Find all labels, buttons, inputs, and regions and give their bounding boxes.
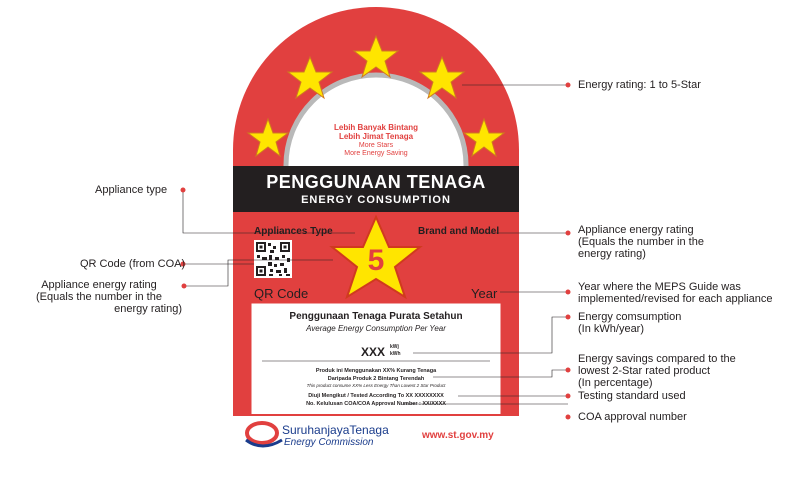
callout-line: Appliance energy rating bbox=[578, 224, 694, 236]
arch-malay-line-1: Lebih Banyak Bintang bbox=[333, 123, 418, 132]
saving-line-3: This product consume XX% Less Energy Than Lowest 2 Star Product bbox=[306, 383, 446, 388]
callout-line: Year where the MEPS Guide was bbox=[578, 281, 741, 293]
tested-standard: Diuji Mengikut / Tested According To XX XXXXXXXX bbox=[308, 393, 444, 399]
coa-approval: No. Kelulusan COA/COA Approval Number : XX/XXXX bbox=[306, 401, 446, 407]
callout-line: Appliance energy rating bbox=[41, 279, 157, 291]
callout-appliance-energy-rating-right bbox=[578, 224, 704, 260]
callout-line: Energy savings compared to the bbox=[578, 353, 736, 365]
arch-english-line-1: More Stars bbox=[358, 142, 394, 149]
website-link[interactable]: www.st.gov.my bbox=[422, 430, 494, 441]
saving-line-1: Produk ini Menggunakan XX% Kurang Tenaga bbox=[315, 368, 437, 374]
brand-model-label: Brand and Model bbox=[418, 226, 500, 237]
consumption-value: XXX bbox=[361, 345, 386, 359]
callout-appliance-energy-rating-left bbox=[16, 279, 182, 315]
callout-line: (Equals the number in the bbox=[578, 236, 704, 248]
panel-title: Penggunaan Tenaga Purata Setahun bbox=[289, 311, 463, 322]
callout-testing-standard: Testing standard used bbox=[578, 390, 686, 402]
arch-english-line-2: More Energy Saving bbox=[344, 150, 408, 157]
panel-subtitle: Average Energy Consumption Per Year bbox=[306, 324, 446, 333]
callout-coa-number: COA approval number bbox=[578, 411, 687, 423]
callout-energy-consumption bbox=[578, 311, 681, 335]
saving-line-2: Daripada Produk 2 Bintang Terendah bbox=[327, 376, 425, 382]
qr-code-icon bbox=[254, 240, 292, 278]
callout-line: Energy comsumption bbox=[578, 311, 682, 323]
org-name-malay: SuruhanjayaTenaga bbox=[282, 423, 389, 437]
star-rating-number: 5 bbox=[367, 244, 385, 277]
band-subtitle: ENERGY CONSUMPTION bbox=[301, 194, 451, 206]
qr-code-label: QR Code bbox=[254, 286, 309, 301]
appliance-type-label: Appliances Type bbox=[254, 226, 333, 237]
footer-divider bbox=[233, 414, 519, 416]
callout-line: (In kWh/year) bbox=[578, 323, 645, 335]
org-name-english: Energy Commission bbox=[284, 437, 374, 448]
arch-malay-line-2: Lebih Jimat Tenaga bbox=[338, 132, 414, 141]
callout-energy-rating: Energy rating: 1 to 5-Star bbox=[578, 79, 701, 91]
callout-energy-savings bbox=[578, 353, 736, 389]
year-label: Year bbox=[471, 286, 498, 301]
callout-line: energy rating) bbox=[114, 303, 182, 315]
consumption-unit-bottom: kWh bbox=[390, 351, 401, 357]
callout-line: energy rating) bbox=[578, 248, 646, 260]
callout-line: implemented/revised for each appliance bbox=[578, 293, 773, 305]
band-title: PENGGUNAAN TENAGA bbox=[266, 172, 486, 192]
consumption-unit-top: kWj bbox=[390, 344, 399, 350]
callout-line: lowest 2-Star rated product bbox=[578, 365, 711, 377]
callout-qr-code: QR Code (from COA) bbox=[80, 258, 186, 270]
callout-line: (Equals the number in the bbox=[36, 291, 162, 303]
callout-line: (In percentage) bbox=[578, 377, 653, 389]
callout-appliance-type: Appliance type bbox=[95, 184, 168, 196]
callout-year-meps bbox=[578, 281, 772, 305]
